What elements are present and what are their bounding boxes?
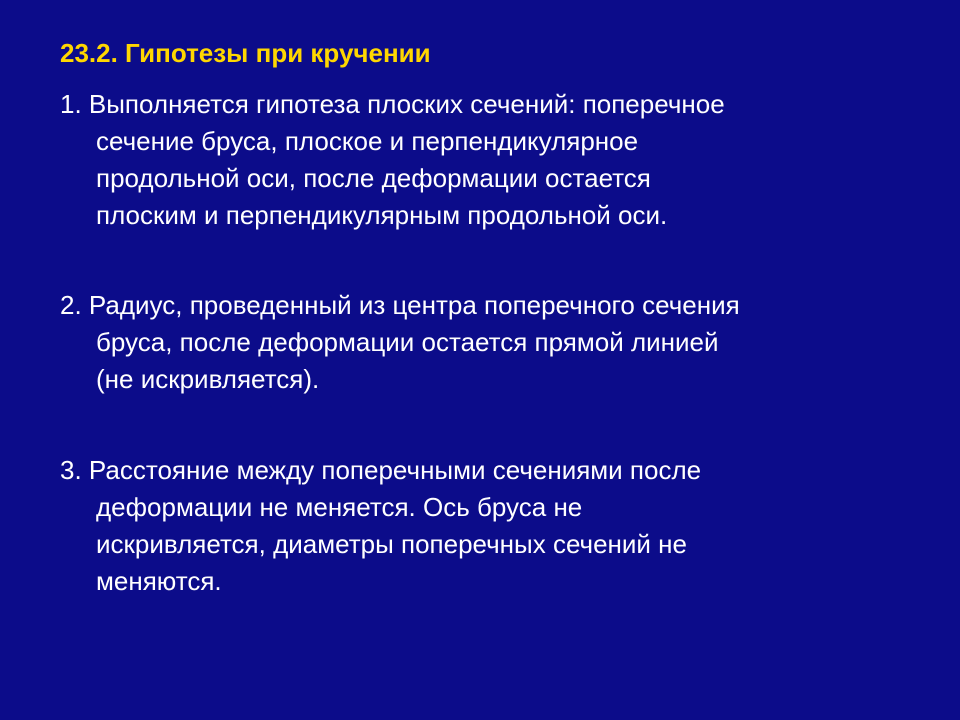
- item-1-line-3: продольной оси, после деформации остается: [96, 163, 651, 193]
- hypothesis-item-2: [60, 287, 920, 398]
- item-3-line-3: искривляется, диаметры поперечных сечений не: [96, 529, 687, 559]
- hypothesis-item-3: [60, 452, 920, 600]
- item-2-line-3: (не искривляется).: [96, 364, 320, 394]
- item-2-line-2: бруса, после деформации остается прямой линией: [96, 327, 719, 357]
- slide-title: 23.2. Гипотезы при кручении: [60, 38, 431, 68]
- item-1-line-4: плоским и перпендикулярным продольной оси.: [96, 200, 668, 230]
- item-2-line-1: 2. Радиус, проведенный из центра поперечного сечения: [60, 290, 740, 320]
- item-1-line-2: сечение бруса, плоское и перпендикулярное: [96, 126, 639, 156]
- item-3-line-4: меняются.: [96, 566, 222, 596]
- hypothesis-item-1: [60, 86, 920, 234]
- item-3-line-2: деформации не меняется. Ось бруса не: [96, 492, 583, 522]
- item-1-line-1: 1. Выполняется гипотеза плоских сечений: поперечное: [60, 89, 725, 119]
- item-3-line-1: 3. Расстояние между поперечными сечениями после: [60, 455, 702, 485]
